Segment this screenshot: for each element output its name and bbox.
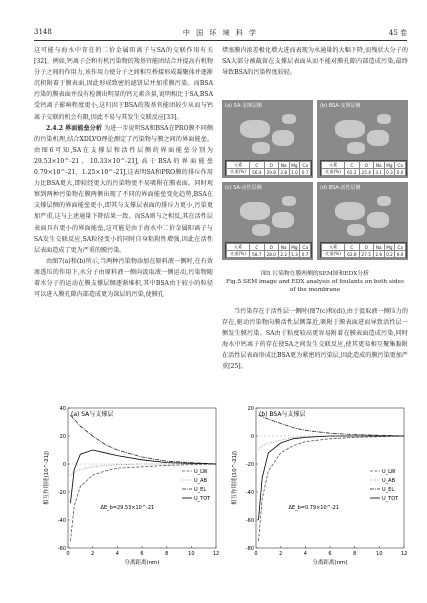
- energy-barrier-annotation: ΔE_b=0.79×10^-21: [288, 504, 340, 511]
- edx-cell: 0.2: [384, 251, 395, 258]
- section-lead: 为进一步说明SA和BSA在PRO膜不同侧的污染机理,结合XDLVO理论测定了污染物与膜之间的界面能垒。由图6可知,SA在支撑层和活性层侧的界面能垒分别为29.53×10^-21、10.33×10^-21J,高于BSA的界面能垒0.79×10^-21、1.25×10^-21J,这表明SA和PRO膜的排斥作用力比BSA更大,即较经更大的污染物更不易吸附在膜表面。同时观察到两种污染物在膜两侧出现了不同的界面能垒变化趋势,BSA在支撑层侧的界面能垒更小,即其与支撑层表面的排斥力更小,污染更加严重,这与上述通量下降结果一致。而SA则与之相反,其在活性层表面具有更小的界面能垒,这可能是由于海水中二价金属阳离子与SA发生交联反应,SA粒径变小的同时自身粘附性增强,因此在活性层表面造成了更为严重的膜污染。: [34, 124, 213, 254]
- y-tick-label: 0: [250, 434, 254, 440]
- y-tick-label: -60: [245, 518, 254, 524]
- left-column: [34, 45, 213, 300]
- edx-cell: 元素: [322, 244, 345, 251]
- x-tick-label: 10: [376, 551, 383, 557]
- volume: 45 卷: [388, 29, 407, 37]
- chart-b: [228, 398, 412, 578]
- x-tick-label: 4: [303, 551, 307, 557]
- sem-micrograph: [222, 100, 313, 178]
- edx-cell: Ca: [300, 244, 311, 251]
- caption-en: of the membrane: [289, 287, 341, 293]
- edx-cell: Mg: [289, 244, 300, 251]
- body-paragraph: 这可能与海水中存在的二价金属阳离子与SA的交联作用有关[32]。例如,钙离子会和有机污染物的羧基官能团结合并提高有机物分子之间的作用力,该作用力使分子之间相互桥接形成凝聚体并逐渐沉积附着于膜表面,因此形成致密的滤饼层并加重膜污染。而BSA污染的膜表面并没有检测出明显的钙元素含量,说明相比于SA,BSA受钙离子影响程度更小,这归因于BSA的羧基官能团较少从而与钙离子交联的机会有限,因此不易与其发生交联反应[33]。: [34, 47, 213, 121]
- edx-cell: 元素: [227, 162, 250, 169]
- foulant-deposit: [252, 224, 270, 236]
- y-tick-label: 40: [59, 406, 66, 412]
- edx-cell: 比重(%): [322, 251, 345, 258]
- x-tick-label: 12: [400, 551, 408, 557]
- edx-cell: 29.8: [264, 169, 278, 176]
- edx-cell: O: [359, 244, 373, 251]
- edx-cell: 元素: [322, 162, 345, 169]
- edx-cell: 3.1: [373, 169, 384, 176]
- edx-cell: C: [250, 244, 264, 251]
- edx-cell: 2.6: [373, 251, 384, 258]
- foulant-deposit: [335, 120, 365, 138]
- edx-cell: 1.3: [289, 251, 300, 258]
- edx-cell: 56.4: [250, 169, 264, 176]
- edx-cell: Na: [373, 162, 384, 169]
- edx-table: [320, 242, 407, 258]
- edx-table: [225, 160, 312, 176]
- x-tick-label: 0: [66, 551, 70, 557]
- edx-cell: Ca: [395, 244, 406, 251]
- x-tick-label: 2: [279, 551, 283, 557]
- x-tick-label: 4: [115, 551, 119, 557]
- edx-cell: 27.5: [359, 251, 373, 258]
- series-line-u-lw: [70, 464, 216, 541]
- foulant-deposit: [367, 130, 389, 146]
- panel-label: (a) SA-支撑层侧: [225, 103, 262, 109]
- x-tick-label: 6: [140, 551, 144, 557]
- edx-cell: 比重(%): [227, 251, 250, 258]
- legend-label: U_AB: [194, 478, 208, 484]
- panel-label: (d) BSA-活性层侧: [320, 185, 361, 191]
- foulant-deposit: [367, 212, 389, 228]
- legend-label: U_EL: [194, 487, 207, 493]
- edx-cell: C: [250, 162, 264, 169]
- y-tick-label: 20: [59, 434, 66, 440]
- edx-cell: Na: [373, 244, 384, 251]
- body-paragraph: 堵塞膜内浓差极化增大进而表现为水通量的大幅下降,而残状大分子的SA大部分被截留在支撑层表面从而不能对膜孔隙内部造成污染,最终导致BSA的污染程度较轻。: [222, 47, 408, 77]
- legend-label: U_LW: [194, 469, 208, 475]
- legend-label: U_AB: [382, 478, 396, 484]
- energy-barrier-annotation: ΔE_b=29.53×10^-21: [100, 504, 155, 511]
- edx-cell: 2.2: [278, 251, 289, 258]
- edx-cell: Mg: [384, 244, 395, 251]
- right-column: [222, 45, 408, 78]
- edx-cell: Na: [278, 244, 289, 251]
- sem-micrograph: [317, 100, 408, 178]
- edx-cell: Ca: [300, 162, 311, 169]
- edx-cell: 0.3: [384, 169, 395, 176]
- foulant-deposit: [240, 202, 270, 220]
- y-tick-label: -20: [245, 462, 254, 468]
- running-header: [34, 28, 407, 40]
- edx-cell: 0.0: [395, 251, 406, 258]
- sem-micrograph: [222, 182, 313, 260]
- edx-cell: O: [264, 162, 278, 169]
- x-axis-label: 分离距离(nm): [124, 560, 160, 566]
- edx-cell: C: [345, 244, 359, 251]
- section-title: 2.4.2 界面能垒分析: [46, 124, 102, 132]
- series-line-u-el: [258, 415, 404, 436]
- chart-a: [40, 398, 224, 578]
- x-tick-label: 2: [91, 551, 95, 557]
- foulant-deposit: [335, 202, 365, 220]
- edx-table: [225, 242, 312, 258]
- header-rule: [34, 40, 407, 41]
- y-tick-label: -20: [57, 490, 66, 496]
- edx-cell: 62.8: [345, 251, 359, 258]
- x-tick-label: 8: [353, 551, 357, 557]
- right-column-lower: [222, 306, 408, 373]
- edx-cell: 2.8: [278, 169, 289, 176]
- x-tick-label: 0: [254, 551, 258, 557]
- edx-cell: 0.7: [300, 169, 311, 176]
- journal-name: 中 国 环 境 科 学: [182, 29, 259, 37]
- edx-cell: 58.7: [250, 251, 264, 258]
- section-paragraph: [34, 123, 213, 256]
- edx-cell: Ca: [395, 162, 406, 169]
- foulant-deposit: [347, 142, 365, 154]
- legend-label: U_TOT: [382, 496, 399, 502]
- legend-label: U_TOT: [194, 496, 211, 502]
- foulant-deposit: [377, 114, 391, 124]
- caption-en: Fig.5 SEM image and EDX analysis of foulants on both sides: [226, 279, 404, 285]
- foulant-deposit: [252, 142, 270, 154]
- edx-cell: 元素: [227, 244, 250, 251]
- panel-label: (b) BSA-支撑层侧: [320, 103, 361, 109]
- edx-cell: 0.0: [395, 169, 406, 176]
- chart-b-svg: [228, 398, 412, 578]
- chart-title: (a) SA与支撑层: [71, 411, 114, 418]
- edx-cell: 比重(%): [227, 169, 250, 176]
- sem-micrograph: [317, 182, 408, 260]
- body-paragraph: 当污染存在于活性层一侧时(图7(c)和(d)),由于汲取液一侧压力的存在,驱动污染物向膜活性层侧靠近,吸附于膜表面进而导致活性层一侧发生膜污染。SA由于粘度较高更容易附着在膜表面造成污染,同时海水中钙离子的存在使SA之间发生交联反应,使其更易相互聚集黏附在活性层表面形成比BSA更为紧密的污染层,因此造成的膜污染更加严重[25]。: [222, 308, 408, 371]
- edx-cell: 0.7: [300, 251, 311, 258]
- panel-label: (c) SA-活性层侧: [225, 185, 262, 191]
- edx-cell: 比重(%): [322, 169, 345, 176]
- y-tick-label: 20: [247, 406, 254, 412]
- x-tick-label: 10: [188, 551, 195, 557]
- legend-label: U_EL: [382, 487, 395, 493]
- y-tick-label: -80: [245, 546, 254, 552]
- edx-cell: O: [359, 162, 373, 169]
- legend-label: U_LW: [382, 469, 396, 475]
- x-tick-label: 12: [212, 551, 220, 557]
- x-tick-label: 6: [328, 551, 332, 557]
- edx-cell: Mg: [384, 162, 395, 169]
- page-number: 3148: [34, 28, 52, 36]
- figure-5-caption: [222, 270, 408, 294]
- edx-cell: Na: [278, 162, 289, 169]
- edx-table: [320, 160, 407, 176]
- edx-cell: 1.0: [289, 169, 300, 176]
- y-tick-label: -40: [245, 490, 254, 496]
- chart-title: (b) BSA与支撑层: [259, 411, 306, 418]
- body-paragraph: 由图7(a)和(b)所示,当两种污染物添加在原料液一侧时,在有效渗透压的作用下,水分子由原料液一侧向汲取液一侧运动,污染物随着水分子的运动在膜支撑层侧逐渐堆积,其中BSA由于较小的粒径可以进入膜孔隙内部造成更为深层的污染,使膜孔: [34, 257, 213, 299]
- x-axis-label: 分离距离(nm): [312, 560, 348, 566]
- foulant-deposit: [272, 212, 294, 228]
- foulant-deposit: [282, 196, 296, 206]
- figure-5: [222, 100, 408, 260]
- foulant-deposit: [377, 196, 391, 206]
- y-tick-label: -60: [57, 546, 66, 552]
- edx-cell: Mg: [289, 162, 300, 169]
- edx-cell: C: [345, 162, 359, 169]
- foulant-deposit: [240, 120, 270, 138]
- caption-cn: 图5 污染物在膜两侧的SEM图和EDX分析: [260, 271, 370, 277]
- foulant-deposit: [347, 224, 365, 236]
- x-tick-label: 8: [165, 551, 169, 557]
- chart-a-svg: [40, 398, 224, 578]
- foulant-deposit: [272, 130, 294, 146]
- edx-cell: O: [264, 244, 278, 251]
- y-tick-label: 0: [62, 462, 66, 468]
- series-line-u-el: [70, 415, 216, 464]
- y-axis-label: 相互作用能(10^-21J): [232, 450, 238, 506]
- foulant-deposit: [282, 114, 296, 124]
- y-axis-label: 相互作用能(10^-21J): [44, 450, 50, 506]
- edx-cell: 25.4: [359, 169, 373, 176]
- edx-cell: 65.2: [345, 169, 359, 176]
- y-tick-label: -40: [57, 518, 66, 524]
- edx-cell: 28.0: [264, 251, 278, 258]
